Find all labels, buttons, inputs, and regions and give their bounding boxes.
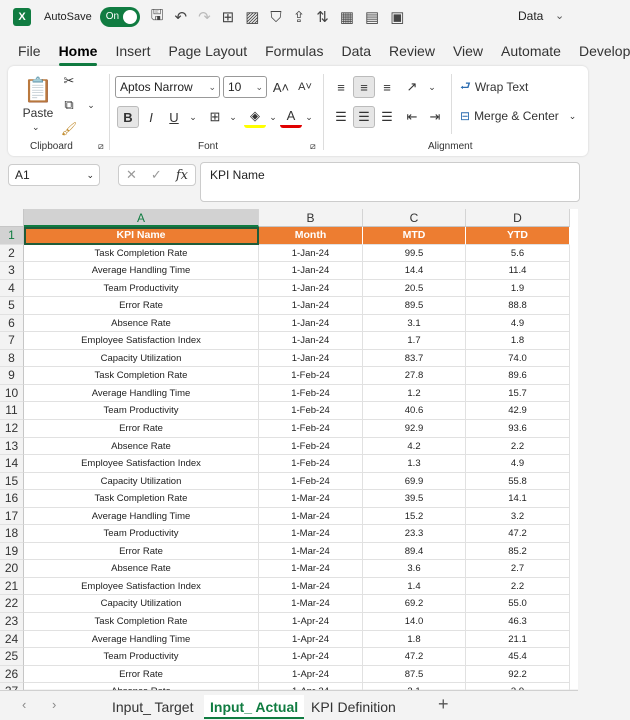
month-cell[interactable]: 1-Mar-24 — [259, 595, 363, 613]
row-number[interactable]: 20 — [0, 560, 24, 578]
table-row — [0, 245, 578, 263]
ytd-cell[interactable]: 55.8 — [466, 473, 570, 491]
cut-icon[interactable]: ✂ — [63, 73, 75, 88]
month-cell[interactable]: 1-Mar-24 — [259, 578, 363, 596]
save-icon[interactable]: 🖫 — [150, 6, 164, 24]
mtd-cell[interactable]: 14.4 — [363, 262, 466, 280]
font-launcher-icon[interactable]: ⧄ — [310, 141, 316, 151]
row-number[interactable]: 6 — [0, 315, 24, 333]
form-icon[interactable]: ▣ — [390, 9, 405, 26]
table-header-row — [0, 227, 578, 245]
table-row — [0, 402, 578, 420]
picture-icon[interactable]: ▨ — [245, 9, 260, 26]
mtd-cell[interactable]: 20.5 — [363, 280, 466, 298]
mtd-cell[interactable]: 1.7 — [363, 332, 466, 350]
fill-color-icon[interactable]: ◈ — [244, 106, 266, 128]
month-cell[interactable]: 1-Jan-24 — [259, 280, 363, 298]
header-cell-mtd[interactable]: MTD — [363, 227, 466, 245]
column-header-c[interactable]: C — [363, 209, 466, 227]
wrap-text-icon: ⮐ — [460, 78, 471, 93]
enter-icon[interactable]: ✓ — [150, 167, 162, 182]
kpi-name-cell[interactable]: Capacity Utilization — [24, 473, 259, 491]
align-top-icon[interactable]: ≡ — [337, 79, 345, 95]
kpi-name-cell[interactable]: Task Completion Rate — [24, 367, 259, 385]
align-bottom-icon[interactable]: ≡ — [383, 79, 391, 95]
font-size-combo[interactable] — [223, 76, 267, 98]
ytd-cell[interactable]: 47.2 — [466, 525, 570, 543]
ytd-cell[interactable]: 92.2 — [466, 666, 570, 684]
mtd-cell[interactable]: 69.2 — [363, 595, 466, 613]
merge-center-chevron-icon: ⌄ — [568, 110, 577, 121]
merge-center-button[interactable] — [460, 105, 576, 127]
kpi-name-cell[interactable]: Absence Rate — [24, 560, 259, 578]
month-cell[interactable]: 1-Feb-24 — [259, 455, 363, 473]
ytd-cell[interactable]: 4.9 — [466, 455, 570, 473]
underline-chevron-icon[interactable]: ⌄ — [189, 111, 197, 122]
mtd-cell[interactable]: 3.1 — [363, 315, 466, 333]
row-number[interactable]: 3 — [0, 262, 24, 280]
row-number[interactable]: 19 — [0, 543, 24, 561]
orientation-chevron-icon[interactable]: ⌄ — [428, 81, 436, 92]
font-name-value: Aptos Narrow — [120, 80, 193, 94]
table-row — [0, 332, 578, 350]
kpi-name-cell[interactable]: Average Handling Time — [24, 385, 259, 403]
tab-insert[interactable]: Insert — [115, 43, 151, 59]
ytd-cell[interactable]: 2.2 — [466, 438, 570, 456]
ytd-cell[interactable]: 46.3 — [466, 613, 570, 631]
ytd-cell[interactable]: 55.0 — [466, 595, 570, 613]
table-row — [0, 613, 578, 631]
row-number[interactable]: 16 — [0, 490, 24, 508]
ytd-cell[interactable]: 93.6 — [466, 420, 570, 438]
table-row — [0, 438, 578, 456]
excel-logo-icon: X — [13, 8, 31, 26]
month-cell[interactable]: 1-Feb-24 — [259, 420, 363, 438]
tab-view[interactable]: View — [452, 43, 484, 59]
select-all-corner[interactable] — [0, 209, 24, 227]
row-number[interactable]: 22 — [0, 595, 24, 613]
tab-develop[interactable]: Develop — [578, 43, 630, 59]
paste-button[interactable] — [22, 72, 54, 108]
table-row — [0, 455, 578, 473]
tab-data[interactable]: Data — [341, 43, 372, 59]
ytd-cell[interactable]: 11.4 — [466, 262, 570, 280]
row-number[interactable]: 10 — [0, 385, 24, 403]
row-number[interactable]: 4 — [0, 280, 24, 298]
font-color-chevron-icon[interactable]: ⌄ — [305, 111, 313, 122]
kpi-name-cell[interactable]: Error Rate — [24, 666, 259, 684]
row-number[interactable]: 7 — [0, 332, 24, 350]
paste-label[interactable]: Paste — [22, 106, 54, 120]
title-bar — [0, 0, 578, 34]
row-number[interactable]: 1 — [0, 227, 24, 245]
kpi-name-cell[interactable]: Team Productivity — [24, 280, 259, 298]
table-row — [0, 560, 578, 578]
kpi-name-cell[interactable]: Absence Rate — [24, 438, 259, 456]
kpi-name-cell[interactable]: Average Handling Time — [24, 508, 259, 526]
table-row — [0, 648, 578, 666]
sheet-tab-bar — [0, 690, 578, 720]
kpi-name-cell[interactable]: Employee Satisfaction Index — [24, 578, 259, 596]
tab-review[interactable]: Review — [389, 43, 435, 59]
ytd-cell[interactable]: 3.2 — [466, 508, 570, 526]
shrink-font-icon[interactable]: A˅ — [298, 81, 312, 93]
font-size-chevron-icon: ⌄ — [255, 82, 263, 92]
tab-automate[interactable]: Automate — [501, 43, 561, 59]
copy-icon[interactable]: ⧉ — [64, 97, 74, 112]
ytd-cell[interactable]: 21.1 — [466, 631, 570, 649]
font-name-combo[interactable] — [115, 76, 220, 98]
table-row — [0, 315, 578, 333]
name-box-chevron-icon: ⌄ — [86, 170, 94, 180]
row-number[interactable]: 15 — [0, 473, 24, 491]
align-right-icon[interactable]: ☰ — [381, 109, 393, 124]
grow-font-icon[interactable]: A˄ — [272, 79, 290, 95]
mtd-cell[interactable]: 15.2 — [363, 508, 466, 526]
font-size-value: 10 — [228, 80, 242, 94]
ytd-cell[interactable]: 5.6 — [466, 245, 570, 263]
sheet-tab-input-actual[interactable]: Input_ Actual — [204, 695, 304, 719]
table-row — [0, 280, 578, 298]
kpi-name-cell[interactable]: Task Completion Rate — [24, 490, 259, 508]
align-middle-icon[interactable]: ≡ — [353, 76, 375, 98]
table-row — [0, 367, 578, 385]
table-row — [0, 578, 578, 596]
tab-formulas[interactable]: Formulas — [265, 43, 324, 59]
mtd-cell[interactable]: 4.2 — [363, 438, 466, 456]
row-number[interactable]: 14 — [0, 455, 24, 473]
ytd-cell[interactable]: 2.7 — [466, 560, 570, 578]
align-center-icon[interactable]: ☰ — [353, 106, 375, 128]
mtd-cell[interactable]: 27.8 — [363, 367, 466, 385]
month-cell[interactable]: 1-Apr-24 — [259, 631, 363, 649]
kpi-name-cell[interactable]: Team Productivity — [24, 648, 259, 666]
align-left-icon[interactable]: ☰ — [335, 109, 347, 124]
ytd-cell[interactable]: 1.9 — [466, 280, 570, 298]
tab-file[interactable]: File — [18, 43, 41, 59]
row-number[interactable]: 21 — [0, 578, 24, 596]
mtd-cell[interactable]: 89.4 — [363, 543, 466, 561]
formula-content: KPI Name — [210, 168, 265, 182]
font-name-chevron-icon: ⌄ — [208, 82, 216, 92]
column-header-b[interactable]: B — [259, 209, 363, 227]
table-row — [0, 666, 578, 684]
month-cell[interactable]: 1-Mar-24 — [259, 543, 363, 561]
paste-chevron-icon[interactable]: ⌄ — [32, 122, 40, 132]
filter-icon[interactable]: ⛉ — [270, 8, 282, 26]
month-cell[interactable]: 1-Feb-24 — [259, 438, 363, 456]
merge-center-label: Merge & Center — [474, 109, 559, 123]
month-cell[interactable]: 1-Feb-24 — [259, 473, 363, 491]
mtd-cell[interactable]: 89.5 — [363, 297, 466, 315]
table-row — [0, 420, 578, 438]
mtd-cell[interactable]: 87.5 — [363, 666, 466, 684]
month-cell[interactable]: 1-Apr-24 — [259, 666, 363, 684]
mtd-cell[interactable]: 69.9 — [363, 473, 466, 491]
clipboard-launcher-icon[interactable]: ⧄ — [98, 141, 104, 151]
font-group-label: Font — [198, 141, 219, 152]
undo-icon[interactable]: ↶ — [174, 9, 188, 26]
table-row — [0, 543, 578, 561]
share-icon[interactable]: ⇪ — [292, 9, 306, 26]
underline-button[interactable]: U — [169, 109, 179, 125]
mtd-cell[interactable]: 1.8 — [363, 631, 466, 649]
ytd-cell[interactable]: 88.8 — [466, 297, 570, 315]
table-row — [0, 490, 578, 508]
header-cell-ytd[interactable]: YTD — [466, 227, 570, 245]
table-row — [0, 508, 578, 526]
ytd-cell[interactable]: 74.0 — [466, 350, 570, 368]
cancel-icon[interactable]: ✕ — [126, 167, 137, 182]
table-row — [0, 473, 578, 491]
copy-chevron-icon[interactable]: ⌄ — [87, 99, 95, 110]
italic-button[interactable]: I — [149, 109, 153, 125]
mtd-cell[interactable]: 23.3 — [363, 525, 466, 543]
kpi-name-cell[interactable]: Error Rate — [24, 297, 259, 315]
fill-chevron-icon[interactable]: ⌄ — [269, 111, 277, 122]
spreadsheet-grid[interactable] — [0, 209, 578, 689]
formula-input[interactable] — [200, 162, 580, 202]
ytd-cell[interactable]: 4.9 — [466, 315, 570, 333]
autosave-toggle[interactable]: On — [100, 7, 140, 27]
table-row — [0, 262, 578, 280]
calculator-icon[interactable]: ▦ — [339, 9, 355, 26]
wrap-text-button[interactable] — [460, 76, 528, 98]
next-sheet-icon[interactable]: › — [52, 697, 57, 712]
kpi-name-cell[interactable]: Task Completion Rate — [24, 245, 259, 263]
cell-reference: A1 — [15, 168, 30, 182]
name-box[interactable] — [8, 164, 100, 186]
clipboard-icon: 📋 — [23, 76, 53, 104]
merge-center-icon: ⊟ — [460, 109, 471, 123]
kpi-name-cell[interactable]: Average Handling Time — [24, 262, 259, 280]
row-number[interactable]: 12 — [0, 420, 24, 438]
sort-icon[interactable]: ⇅ — [316, 9, 329, 26]
document-title[interactable]: Data — [518, 9, 544, 23]
tab-page-layout[interactable]: Page Layout — [168, 43, 248, 59]
month-cell[interactable]: 1-Feb-24 — [259, 367, 363, 385]
kpi-name-cell[interactable]: Absence Rate — [24, 315, 259, 333]
ytd-cell[interactable]: 45.4 — [466, 648, 570, 666]
ytd-cell[interactable]: 42.9 — [466, 402, 570, 420]
ytd-cell[interactable]: 2.2 — [466, 578, 570, 596]
month-cell[interactable]: 1-Jan-24 — [259, 245, 363, 263]
month-cell[interactable]: 1-Mar-24 — [259, 490, 363, 508]
kpi-name-cell[interactable]: Capacity Utilization — [24, 350, 259, 368]
kpi-name-cell[interactable]: Team Productivity — [24, 525, 259, 543]
kpi-name-cell[interactable]: Error Rate — [24, 543, 259, 561]
month-cell[interactable]: 1-Mar-24 — [259, 508, 363, 526]
month-cell[interactable]: 1-Jan-24 — [259, 262, 363, 280]
mtd-cell[interactable]: 3.6 — [363, 560, 466, 578]
borders-icon[interactable]: ⊞ — [221, 9, 235, 26]
row-number[interactable]: 18 — [0, 525, 24, 543]
redo-icon[interactable]: ↷ — [198, 9, 211, 26]
mtd-cell[interactable]: 47.2 — [363, 648, 466, 666]
ribbon-tabs — [0, 36, 630, 66]
prev-sheet-icon[interactable]: ‹ — [22, 697, 27, 712]
month-cell[interactable]: 1-Jan-24 — [259, 350, 363, 368]
alignment-group-label: Alignment — [428, 141, 473, 152]
sheet-tab-input-target[interactable]: Input_ Target — [112, 699, 194, 715]
insert-function-icon[interactable]: fx — [175, 167, 188, 183]
month-cell[interactable]: 1-Jan-24 — [259, 297, 363, 315]
row-number[interactable]: 11 — [0, 402, 24, 420]
decrease-indent-icon[interactable]: ⇤ — [406, 109, 418, 124]
mtd-cell[interactable]: 83.7 — [363, 350, 466, 368]
sheet-tab-kpi-definition[interactable]: KPI Definition — [311, 699, 396, 715]
ytd-cell[interactable]: 89.6 — [466, 367, 570, 385]
row-number[interactable]: 25 — [0, 648, 24, 666]
row-number[interactable]: 9 — [0, 367, 24, 385]
formula-bar-controls — [118, 164, 196, 186]
table-row — [0, 525, 578, 543]
month-cell[interactable]: 1-Mar-24 — [259, 525, 363, 543]
row-number[interactable]: 26 — [0, 666, 24, 684]
clipboard-group-label: Clipboard — [30, 141, 73, 152]
kpi-name-cell[interactable]: Team Productivity — [24, 402, 259, 420]
kpi-name-cell[interactable]: Employee Satisfaction Index — [24, 332, 259, 350]
borders-chevron-icon[interactable]: ⌄ — [229, 111, 237, 122]
format-painter-icon[interactable]: 🖌 — [60, 121, 78, 136]
add-sheet-icon[interactable]: + — [438, 694, 449, 714]
row-number[interactable]: 2 — [0, 245, 24, 263]
increase-indent-icon[interactable]: ⇥ — [429, 109, 441, 124]
row-number[interactable]: 5 — [0, 297, 24, 315]
ytd-cell[interactable]: 1.8 — [466, 332, 570, 350]
mtd-cell[interactable]: 39.5 — [363, 490, 466, 508]
month-cell[interactable]: 1-Feb-24 — [259, 385, 363, 403]
ytd-cell[interactable]: 15.7 — [466, 385, 570, 403]
row-number[interactable]: 24 — [0, 631, 24, 649]
borders-button-icon[interactable]: ⊞ — [209, 109, 221, 124]
kpi-name-cell[interactable]: Task Completion Rate — [24, 613, 259, 631]
month-cell[interactable]: 1-Apr-24 — [259, 648, 363, 666]
mtd-cell[interactable]: 14.0 — [363, 613, 466, 631]
table-row — [0, 297, 578, 315]
table-row — [0, 631, 578, 649]
grid-icon[interactable]: ▤ — [365, 9, 380, 26]
kpi-name-cell[interactable]: Average Handling Time — [24, 631, 259, 649]
ribbon — [8, 66, 588, 156]
header-cell-month[interactable]: Month — [259, 227, 363, 245]
kpi-name-cell[interactable]: Capacity Utilization — [24, 595, 259, 613]
autosave-label: AutoSave — [44, 11, 92, 23]
header-cell-kpi-name[interactable]: KPI Name — [24, 227, 259, 245]
month-cell[interactable]: 1-Jan-24 — [259, 332, 363, 350]
font-color-icon[interactable]: A — [280, 106, 302, 128]
mtd-cell[interactable]: 99.5 — [363, 245, 466, 263]
row-number[interactable]: 17 — [0, 508, 24, 526]
bold-button[interactable]: B — [117, 106, 139, 128]
month-cell[interactable]: 1-Apr-24 — [259, 613, 363, 631]
mtd-cell[interactable]: 1.4 — [363, 578, 466, 596]
table-row — [0, 385, 578, 403]
mtd-cell[interactable]: 1.2 — [363, 385, 466, 403]
wrap-text-label: Wrap Text — [474, 80, 529, 94]
table-row — [0, 350, 578, 368]
month-cell[interactable]: 1-Feb-24 — [259, 402, 363, 420]
column-header-a[interactable]: A — [24, 209, 259, 227]
tab-home[interactable]: Home — [59, 36, 98, 66]
kpi-name-cell[interactable]: Employee Satisfaction Index — [24, 455, 259, 473]
ytd-cell[interactable]: 14.1 — [466, 490, 570, 508]
row-number[interactable]: 23 — [0, 613, 24, 631]
column-header-d[interactable]: D — [466, 209, 570, 227]
rows-container — [0, 227, 578, 718]
ytd-cell[interactable]: 85.2 — [466, 543, 570, 561]
orientation-icon[interactable]: ↗ — [406, 79, 418, 94]
kpi-name-cell[interactable]: Error Rate — [24, 420, 259, 438]
row-number[interactable]: 8 — [0, 350, 24, 368]
row-number[interactable]: 13 — [0, 438, 24, 456]
month-cell[interactable]: 1-Jan-24 — [259, 315, 363, 333]
mtd-cell[interactable]: 1.3 — [363, 455, 466, 473]
title-chevron-down-icon[interactable]: ⌄ — [555, 10, 565, 22]
mtd-cell[interactable]: 92.9 — [363, 420, 466, 438]
table-row — [0, 595, 578, 613]
mtd-cell[interactable]: 40.6 — [363, 402, 466, 420]
month-cell[interactable]: 1-Mar-24 — [259, 560, 363, 578]
